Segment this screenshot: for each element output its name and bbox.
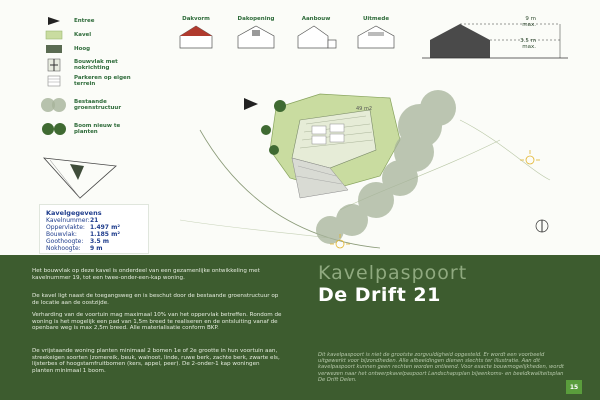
house-type-aanbouw: Aanbouw <box>292 16 340 58</box>
profile-height-label: 9 m max. <box>522 16 536 28</box>
aanbouw-icon <box>292 22 340 54</box>
bouwvlak-icon <box>40 58 68 72</box>
legend-hoog: Hoog <box>40 42 134 56</box>
body-paragraph: Verharding van de voortuin mag maximaal 10% van het oppervlak betreffen. Rondom de woning is het mogelijk een pad van 1,5m breed te realiseren en de ontsluiting vanaf de openbare weg is max 2,5m breed. Alle materialisatie conform BKP. <box>32 312 282 332</box>
page-title: Kavelpaspoort <box>318 262 468 284</box>
disclaimer-text: Dit kavelpaspoort is niet de grootste zorgvuldigheid opgesteld. Er wordt een voorbeeld uitgewerkt voor bijzondheden. Alle afbeeldingen dienen slechts ter illustratie. Aan dit kavelpaspoort kunnen geen rechten worden ontleend. Voor exacte bouwmogelijkheden, wordt verwezen naar het ontwerpkavelpaspoort Landschapsplan bijeenkoms- en beeldkwaliteitsplan De Drift Delen. <box>318 352 564 383</box>
uitmede-icon <box>352 22 400 54</box>
kavelgegevens-row: Goothoogte: 3.5 m <box>46 238 109 245</box>
kavelgegevens-row: Bouwvlak: 1.185 m² <box>46 231 120 238</box>
entree-icon <box>40 14 68 28</box>
legend-entree: Entree <box>40 14 134 28</box>
legend-parkeren: Parkeren op eigen terrein <box>40 74 134 88</box>
legend-boom-nieuw: Boom nieuw te planten <box>40 122 134 136</box>
location-sketch-icon <box>40 152 120 202</box>
kavelgegevens-title: Kavelgegevens <box>46 209 102 217</box>
kavelgegevens-row: Nokhoogte: 9 m <box>46 245 103 252</box>
dakopening-icon <box>232 22 280 54</box>
body-paragraph: De vrijstaande woning planten minimaal 2 bomen 1e of 2e grootte in hun voortuin aan, streekeigen soorten (zomereik, beuk, walnoot, linde, ruwe berk, zachte berk, zwarte els, lijsterbes of hoogstamfruitbomen (kers, appel, peer). De 2-onder-1 kap woningen planten minimaal 1 boom. <box>32 348 280 374</box>
existing-trees-icon <box>40 98 68 112</box>
north-arrow-icon <box>536 220 548 232</box>
page-subtitle: De Drift 21 <box>318 284 441 306</box>
new-tree-icon <box>40 122 68 136</box>
kavelgegevens-row: Kavelnummer: 21 <box>46 217 99 224</box>
site-map <box>180 80 560 252</box>
house-type-dakopening: Dakopening <box>232 16 280 58</box>
body-paragraph: Het bouwvlak op deze kavel is onderdeel van een gezamenlijke ontwikkeling met kavelnummer 19, tot een twee-onder-een-kap woning. <box>32 268 260 281</box>
legend-bestaande-groen: Bestaande groenstructuur <box>40 98 134 112</box>
legend-kavel: Kavel <box>40 28 134 42</box>
house-type-dakvorm: Dakvorm <box>172 16 220 58</box>
kavelgegevens-row: Oppervlakte: 1.497 m² <box>46 224 120 231</box>
body-paragraph: De kavel ligt naast de toegangsweg en is beschut door de bestaande groenstructuur op de locatie aan de oostzijde. <box>32 293 279 306</box>
hoog-swatch-icon <box>40 42 68 56</box>
entree-arrow-icon <box>244 98 258 110</box>
kavel-swatch-icon <box>40 28 68 42</box>
height-profile-diagram <box>420 18 570 66</box>
profile-goot-label: 3.5 m max. <box>520 38 536 50</box>
plot-area-label: 49 m2 <box>356 106 373 112</box>
dakvorm-icon <box>172 22 220 54</box>
page-number: 15 <box>566 380 582 394</box>
parkeren-icon <box>40 74 68 88</box>
legend-bouwvlak: Bouwvlak met nokrichting <box>40 58 134 72</box>
house-type-uitmede: Uitmede <box>352 16 400 58</box>
